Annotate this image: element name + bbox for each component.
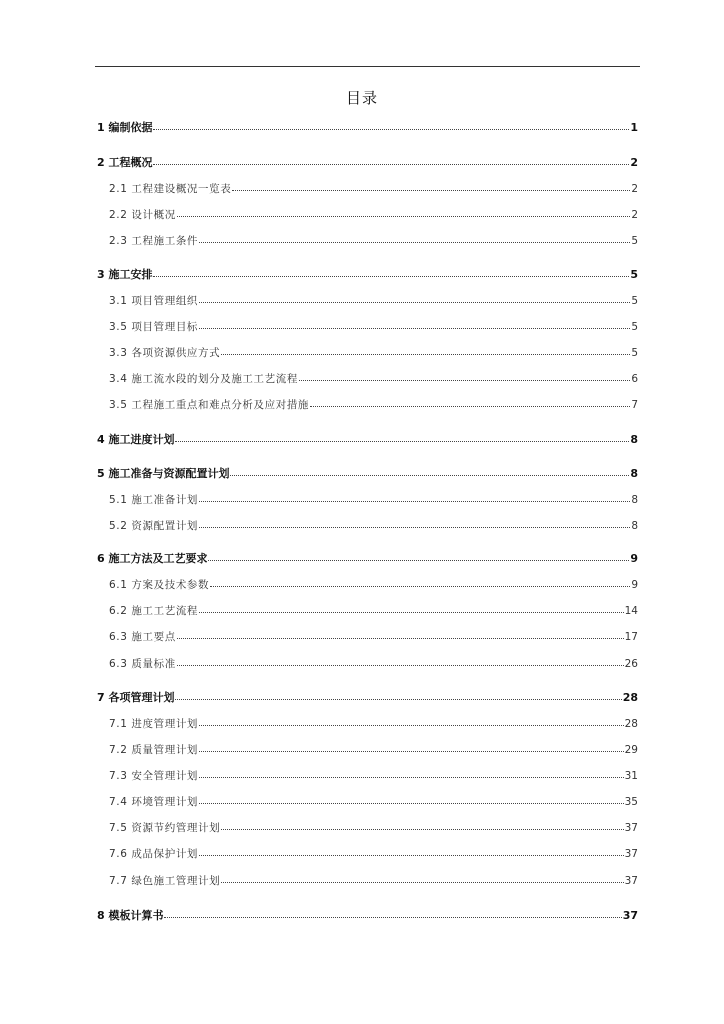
toc-entry-label: 6.3 施工要点 (109, 631, 176, 643)
toc-entry-label: 3.1 项目管理组织 (109, 295, 199, 307)
toc-entry-page-number: 1 (630, 121, 638, 134)
toc-entry-page-number: 37 (624, 822, 638, 834)
toc-entry-label: 7.7 绿色施工管理计划 (109, 875, 221, 887)
toc-entry[interactable] (109, 629, 638, 645)
toc-entry[interactable] (109, 820, 638, 836)
toc-entry-page-number: 9 (630, 552, 638, 565)
toc-entry[interactable] (97, 267, 638, 283)
dot-leader (175, 441, 629, 442)
toc-entry-page-number: 6 (631, 373, 638, 385)
toc-entry[interactable] (97, 908, 638, 924)
toc-entry-page-number: 28 (622, 691, 638, 704)
toc-entry[interactable] (109, 716, 638, 732)
dot-leader (177, 216, 630, 217)
toc-entry-label: 2.2 设计概况 (109, 209, 176, 221)
dot-leader (199, 803, 624, 804)
dot-leader (153, 164, 629, 165)
dot-leader (153, 129, 629, 130)
toc-entry-label: 5.2 资源配置计划 (109, 520, 199, 532)
toc-entry-label: 7.2 质量管理计划 (109, 744, 199, 756)
dot-leader (210, 586, 630, 587)
toc-entry-page-number: 2 (630, 156, 638, 169)
toc-entry-label: 7.4 环境管理计划 (109, 796, 199, 808)
toc-entry-label: 3.3 各项资源供应方式 (109, 347, 221, 359)
toc-entry-page-number: 26 (624, 658, 638, 670)
toc-entry-page-number: 2 (631, 183, 638, 195)
toc-entry-page-number: 29 (624, 744, 638, 756)
toc-entry-label: 8 模板计算书 (97, 909, 164, 922)
toc-entry-label: 2 工程概况 (97, 156, 153, 169)
dot-leader (199, 242, 630, 243)
toc-entry[interactable] (97, 155, 638, 171)
toc-entry-page-number: 8 (631, 494, 638, 506)
dot-leader (299, 380, 630, 381)
toc-entry-label: 7.1 进度管理计划 (109, 718, 199, 730)
toc-entry[interactable] (97, 551, 638, 567)
toc-entry-page-number: 37 (622, 909, 638, 922)
toc-entry[interactable] (109, 656, 638, 672)
toc-entry-page-number: 8 (631, 520, 638, 532)
dot-leader (199, 527, 630, 528)
dot-leader (221, 354, 630, 355)
toc-entry[interactable] (109, 794, 638, 810)
toc-entry[interactable] (109, 345, 638, 361)
toc-entry-label: 1 编制依据 (97, 121, 153, 134)
toc-entry-page-number: 28 (624, 718, 638, 730)
toc-entry-page-number: 8 (630, 467, 638, 480)
toc-entry[interactable] (109, 293, 638, 309)
dot-leader (199, 725, 624, 726)
toc-entry-label: 5 施工准备与资源配置计划 (97, 467, 230, 480)
toc-entry-label: 6.2 施工工艺流程 (109, 605, 199, 617)
toc-entry[interactable] (109, 846, 638, 862)
toc-entry[interactable] (97, 432, 638, 448)
toc-entry-label: 7.6 成品保护计划 (109, 848, 199, 860)
dot-leader (199, 328, 630, 329)
toc-entry-label: 6.3 质量标准 (109, 658, 176, 670)
toc-entry[interactable] (109, 873, 638, 889)
dot-leader (199, 751, 624, 752)
toc-entry-page-number: 17 (624, 631, 638, 643)
toc-entry-page-number: 5 (631, 235, 638, 247)
toc-entry-label: 6 施工方法及工艺要求 (97, 552, 208, 565)
toc-entry[interactable] (109, 768, 638, 784)
toc-entry-page-number: 5 (631, 295, 638, 307)
toc-entry-label: 6.1 方案及技术参数 (109, 579, 210, 591)
toc-entry-label: 3.5 工程施工重点和难点分析及应对措施 (109, 399, 310, 411)
dot-leader (221, 882, 623, 883)
toc-entry-label: 7 各项管理计划 (97, 691, 175, 704)
toc-entry[interactable] (109, 518, 638, 534)
dot-leader (199, 302, 630, 303)
toc-entry[interactable] (97, 690, 638, 706)
dot-leader (199, 777, 624, 778)
toc-entry[interactable] (97, 466, 638, 482)
dot-leader (153, 276, 629, 277)
dot-leader (177, 665, 624, 666)
dot-leader (230, 475, 629, 476)
dot-leader (199, 501, 630, 502)
toc-entry-page-number: 31 (624, 770, 638, 782)
toc-entry-page-number: 5 (631, 347, 638, 359)
toc-entry-page-number: 2 (631, 209, 638, 221)
dot-leader (164, 917, 621, 918)
toc-entry-page-number: 14 (624, 605, 638, 617)
toc-entry[interactable] (109, 371, 638, 387)
dot-leader (208, 560, 629, 561)
toc-entry-page-number: 7 (631, 399, 638, 411)
toc-title: 目录 (345, 89, 378, 107)
toc-entry-label: 2.1 工程建设概况一览表 (109, 183, 232, 195)
toc-entry[interactable] (109, 181, 638, 197)
toc-entry-label: 7.5 资源节约管理计划 (109, 822, 221, 834)
dot-leader (199, 612, 624, 613)
toc-entry-label: 3.4 施工流水段的划分及施工工艺流程 (109, 373, 298, 385)
toc-entry[interactable] (109, 577, 638, 593)
toc-entry[interactable] (109, 492, 638, 508)
toc-entry[interactable] (109, 319, 638, 335)
toc-entry-label: 5.1 施工准备计划 (109, 494, 199, 506)
toc-entry-page-number: 37 (624, 875, 638, 887)
toc-entry[interactable] (109, 397, 638, 413)
toc-entry-page-number: 9 (631, 579, 638, 591)
toc-entry-page-number: 5 (630, 268, 638, 281)
toc-entry[interactable] (109, 207, 638, 223)
dot-leader (199, 855, 624, 856)
toc-entry-label: 3.5 项目管理目标 (109, 321, 199, 333)
toc-entry-label: 4 施工进度计划 (97, 433, 175, 446)
toc-entry-label: 7.3 安全管理计划 (109, 770, 199, 782)
toc-entry-page-number: 5 (631, 321, 638, 333)
dot-leader (232, 190, 630, 191)
dot-leader (310, 406, 630, 407)
toc-entry[interactable] (109, 603, 638, 619)
dot-leader (221, 829, 623, 830)
toc-entry[interactable] (97, 120, 638, 136)
toc-entry-label: 3 施工安排 (97, 268, 153, 281)
toc-entry-label: 2.3 工程施工条件 (109, 235, 199, 247)
toc-entry-page-number: 8 (630, 433, 638, 446)
toc-entry-page-number: 37 (624, 848, 638, 860)
toc-entry-page-number: 35 (624, 796, 638, 808)
toc-entry[interactable] (109, 742, 638, 758)
dot-leader (177, 638, 624, 639)
dot-leader (175, 699, 621, 700)
toc-entry[interactable] (109, 233, 638, 249)
